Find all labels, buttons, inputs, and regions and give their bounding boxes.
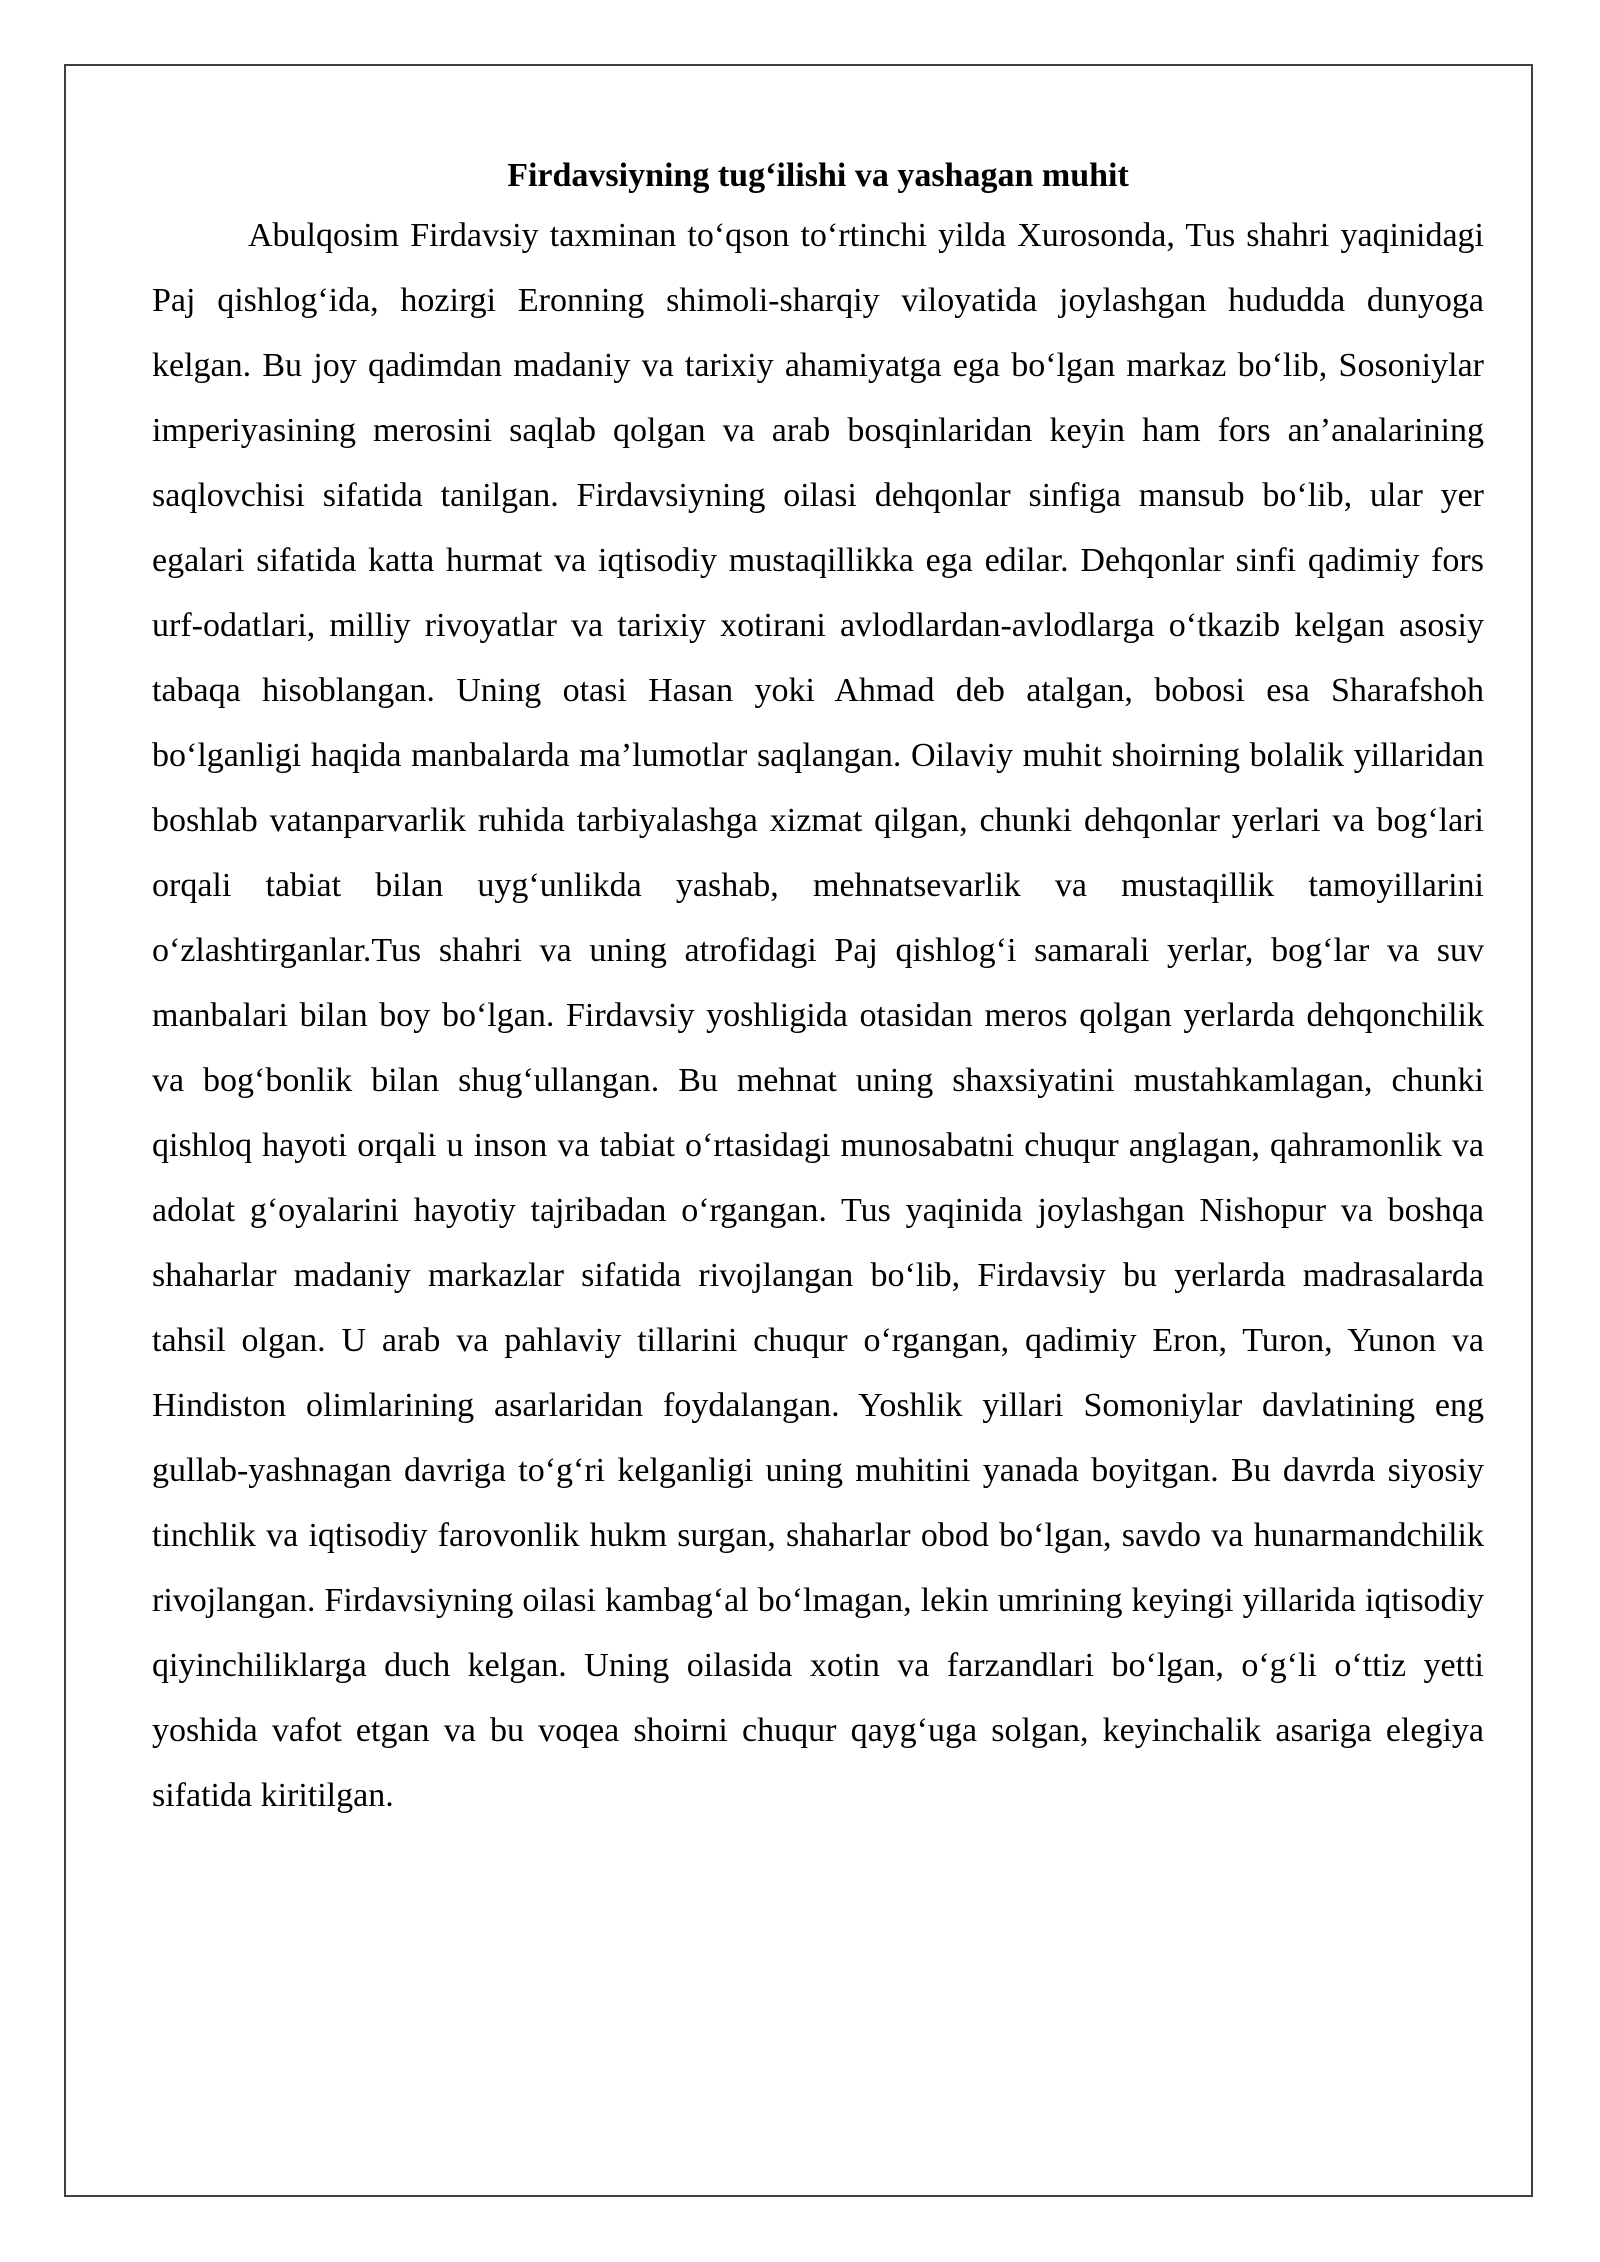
body-paragraph: Abulqosim Firdavsiy taxminan to‘qson to‘rtinchi yilda Xurosonda, Tus shahri yaqinidagi Paj qishlog‘ida, hozirgi Eronning shimoli-sharqiy viloyatida joylashgan hududda dunyoga kelgan. Bu joy qadimdan madaniy va tarixiy ahamiyatga ega bo‘lgan markaz bo‘lib, Sosoniylar imperiyasining merosini saqlab qolgan va arab bosqinlaridan keyin ham fors an’analarining saqlovchisi sifatida tanilgan. Firdavsiyning oilasi dehqonlar sinfiga mansub bo‘lib, ular yer egalari sifatida katta hurmat va iqtisodiy mustaqillikka ega edilar. Dehqonlar sinfi qadimiy fors urf-odatlari, milliy rivoyatlar va tarixiy xotirani avlodlardan-avlodlarga o‘tkazib kelgan asosiy tabaqa hisoblangan. Uning otasi Hasan yoki Ahmad deb atalgan, bobosi esa Sharafshoh bo‘lganligi haqida manbalarda ma’lumotlar saqlangan. Oilaviy muhit shoirning bolalik yillaridan boshlab vatanparvarlik ruhida tarbiyalashga xizmat qilgan, chunki dehqonlar yerlari va bog‘lari orqali tabiat bilan uyg‘unlikda yashab, mehnatsevarlik va mustaqillik tamoyillarini o‘zlashtirganlar.Tus shahri va uning atrofidagi Paj qishlog‘i samarali yerlar, bog‘lar va suv manbalari bilan boy bo‘lgan. Firdavsiy yoshligida otasidan meros qolgan yerlarda dehqonchilik va bog‘bonlik bilan shug‘ullangan. Bu mehnat uning shaxsiyatini mustahkamlagan, chunki qishloq hayoti orqali u inson va tabiat o‘rtasidagi munosabatni chuqur anglagan, qahramonlik va adolat g‘oyalarini hayotiy tajribadan o‘rgangan. Tus yaqinida joylashgan Nishopur va boshqa shaharlar madaniy markazlar sifatida rivojlangan bo‘lib, Firdavsiy bu yerlarda madrasalarda tahsil olgan. U arab va pahlaviy tillarini chuqur o‘rgangan, qadimiy Eron, Turon, Yunon va Hindiston olimlarining asarlaridan foydalangan. Yoshlik yillari Somoniylar davlatining eng gullab-yashnagan davriga to‘g‘ri kelganligi uning muhitini yanada boyitgan. Bu davrda siyosiy tinchlik va iqtisodiy farovonlik hukm surgan, shaharlar obod bo‘lgan, savdo va hunarmandchilik rivojlangan. Firdavsiyning oilasi kambag‘al bo‘lmagan, lekin umrining keyingi yillarida iqtisodiy qiyinchiliklarga duch kelgan. Uning oilasida xotin va farzandlari bo‘lgan, o‘g‘li o‘ttiz yetti yoshida vafot etgan va bu voqea shoirni chuqur qayg‘uga solgan, keyinchalik asariga elegiya sifatida kiritilgan. bbox=[152, 217, 1484, 1814]
document-body bbox=[152, 148, 1484, 1828]
document-title: Firdavsiyning tug‘ilishi va yashagan muhit bbox=[507, 157, 1129, 194]
